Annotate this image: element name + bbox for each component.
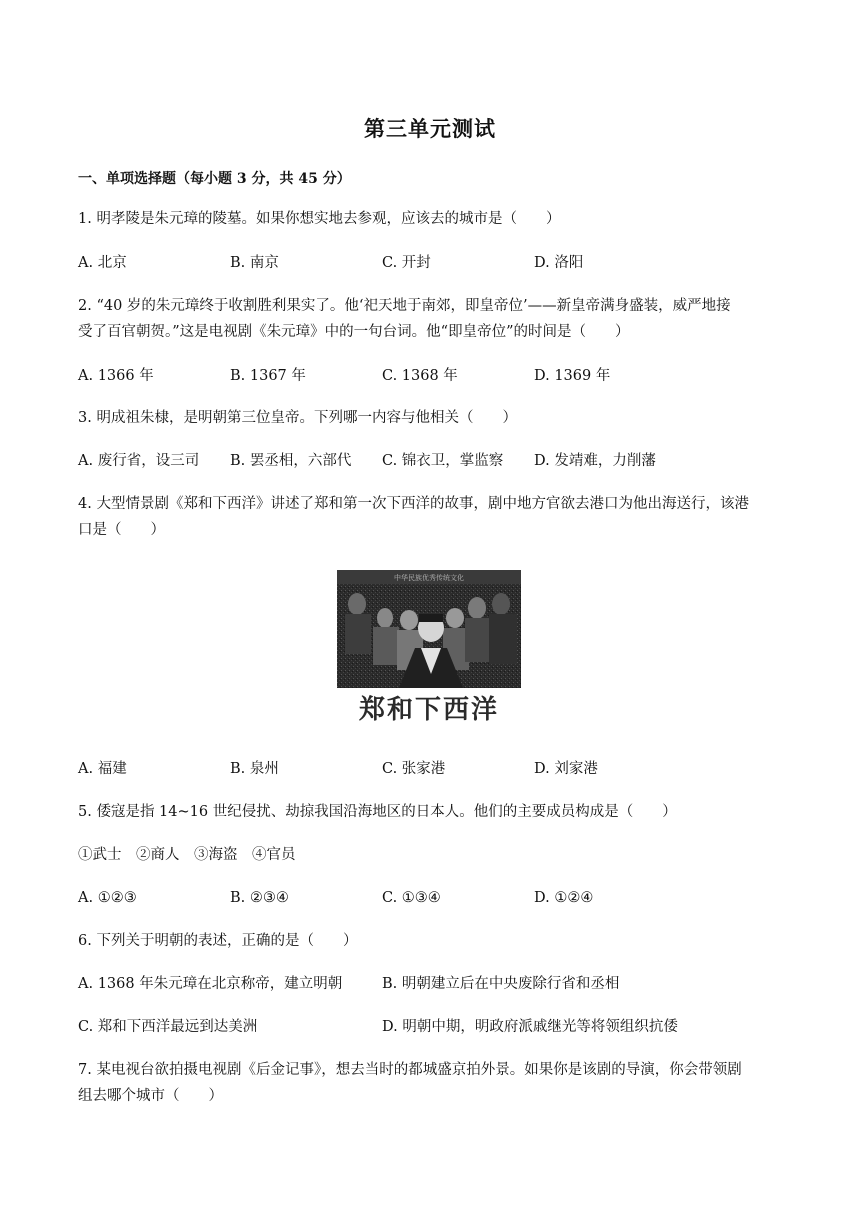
section-heading: 一、单项选择题（每小题 3 分，共 45 分） bbox=[78, 171, 351, 187]
question-2-stem-line-1: 2. “40 岁的朱元璋终于收割胜利果实了。他‘祀天地于南郊，即皇帝位’——新皇帝满身盛装，威严地接 bbox=[78, 298, 731, 314]
question-6-option-d: D. 明朝中期，明政府派戚继光等将领组织抗倭 bbox=[382, 1019, 678, 1035]
question-1-option-c: C. 开封 bbox=[382, 255, 431, 271]
question-3-option-d: D. 发靖难，力削藩 bbox=[534, 453, 656, 469]
opera-poster-photo bbox=[337, 570, 521, 726]
question-3-stem: 3. 明成祖朱棣，是明朝第三位皇帝。下列哪一内容与他相关（ ） bbox=[78, 410, 517, 426]
page-title: 第三单元测试 bbox=[364, 116, 496, 141]
question-4-option-c: C. 张家港 bbox=[382, 761, 446, 777]
question-5-option-c: C. ①③④ bbox=[382, 890, 441, 906]
question-2-stem-line-2: 受了百官朝贺。”这是电视剧《朱元璋》中的一句台词。他“即皇帝位”的时间是（ ） bbox=[78, 324, 630, 340]
question-1-option-b: B. 南京 bbox=[230, 255, 279, 271]
question-1-option-d: D. 洛阳 bbox=[534, 255, 584, 271]
question-5-items: ①武士 ②商人 ③海盗 ④官员 bbox=[78, 847, 296, 863]
question-1-stem: 1. 明孝陵是朱元璋的陵墓。如果你想实地去参观，应该去的城市是（ ） bbox=[78, 211, 561, 227]
question-3-option-b: B. 罢丞相，六部代 bbox=[230, 453, 352, 469]
question-4-stem-line-1: 4. 大型情景剧《郑和下西洋》讲述了郑和第一次下西洋的故事，剧中地方官欲去港口为他出海送行，该港 bbox=[78, 496, 749, 512]
question-7-stem-line-1: 7. 某电视台欲拍摄电视剧《后金记事》，想去当时的都城盛京拍外景。如果你是该剧的导演，你会带领剧 bbox=[78, 1062, 742, 1078]
question-5-option-d: D. ①②④ bbox=[534, 890, 594, 906]
question-4-option-a: A. 福建 bbox=[78, 761, 127, 777]
question-2-option-c: C. 1368 年 bbox=[382, 368, 458, 384]
question-6-option-c: C. 郑和下西洋最远到达美洲 bbox=[78, 1019, 258, 1035]
question-3-option-a: A. 废行省，设三司 bbox=[78, 453, 200, 469]
poster-caption: 郑和下西洋 bbox=[358, 695, 500, 725]
question-6-option-b: B. 明朝建立后在中央废除行省和丞相 bbox=[382, 976, 620, 992]
question-6-option-a: A. 1368 年朱元璋在北京称帝，建立明朝 bbox=[78, 976, 343, 992]
question-4-stem-line-2: 口是（ ） bbox=[78, 522, 165, 538]
question-3-option-c: C. 锦衣卫，掌监察 bbox=[382, 453, 504, 469]
question-1-option-a: A. 北京 bbox=[78, 255, 127, 271]
poster-top-text: 中华民族优秀传统文化 bbox=[394, 574, 464, 582]
question-6-stem: 6. 下列关于明朝的表述，正确的是（ ） bbox=[78, 933, 358, 949]
question-5-option-a: A. ①②③ bbox=[78, 890, 137, 906]
question-2-option-d: D. 1369 年 bbox=[534, 368, 611, 384]
question-7-stem-line-2: 组去哪个城市（ ） bbox=[78, 1088, 223, 1104]
question-2-option-a: A. 1366 年 bbox=[78, 368, 154, 384]
question-5-option-b: B. ②③④ bbox=[230, 890, 289, 906]
question-2-option-b: B. 1367 年 bbox=[230, 368, 306, 384]
question-5-stem: 5. 倭寇是指 14~16 世纪侵扰、劫掠我国沿海地区的日本人。他们的主要成员构成是（ ） bbox=[78, 804, 677, 820]
question-4-option-b: B. 泉州 bbox=[230, 761, 279, 777]
question-4-option-d: D. 刘家港 bbox=[534, 761, 598, 777]
